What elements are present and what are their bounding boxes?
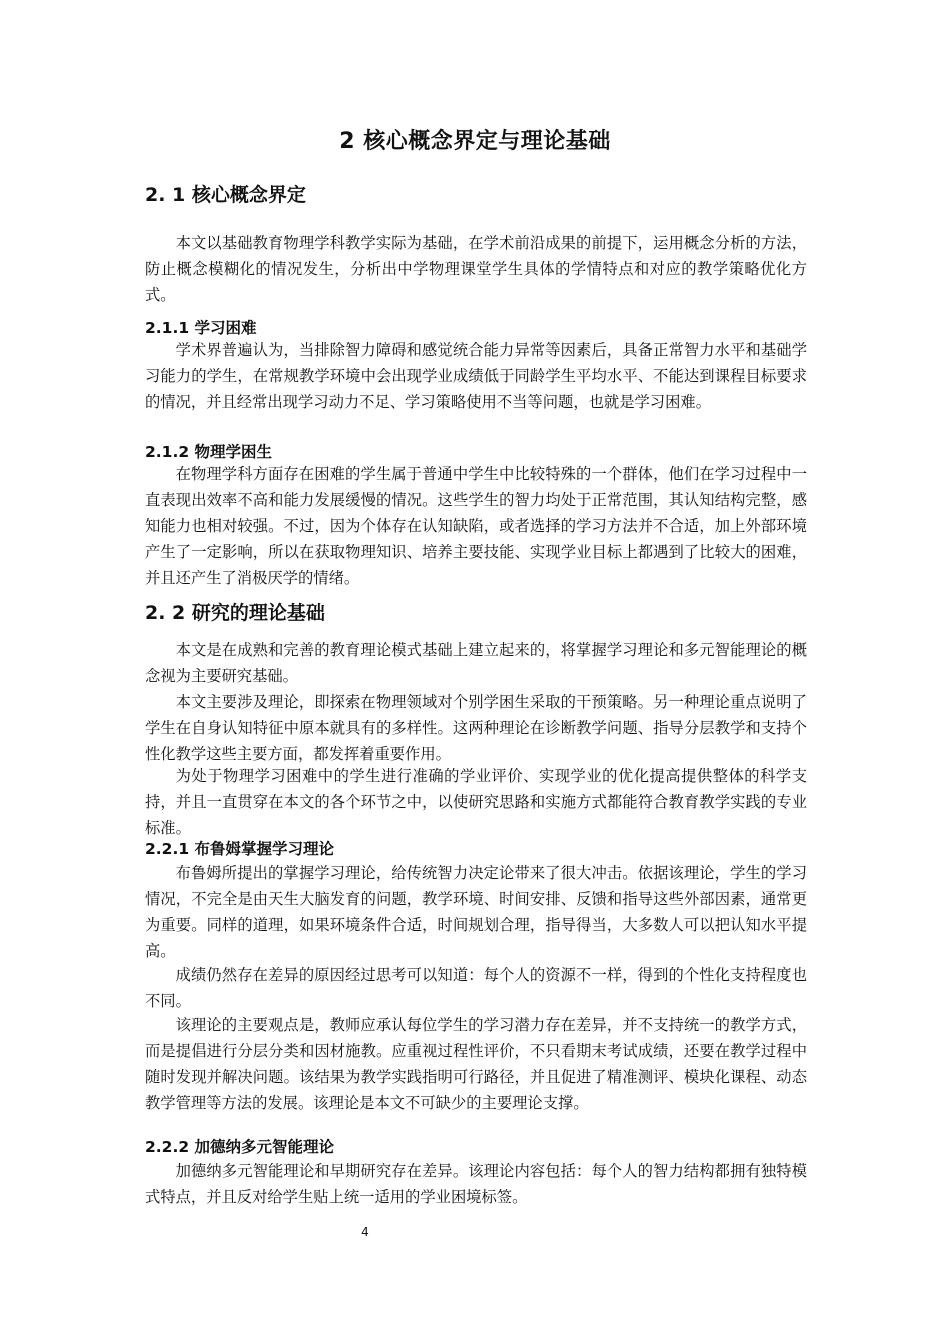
- paragraph: 成绩仍然存在差异的原因经过思考可以知道：每个人的资源不一样，得到的个性化支持程度也不同。: [145, 966, 807, 1010]
- subsection-title-2-1-2: 2.1.2 物理学困生: [145, 443, 273, 461]
- paragraph: 本文以基础教育物理学科教学实际为基础，在学术前沿成果的前提下，运用概念分析的方法，防止概念模糊化的情况发生，分析出中学物理课堂学生具体的学情特点和对应的教学策略优化方式。: [145, 234, 807, 304]
- paragraph: 在物理学科方面存在困难的学生属于普通中学生中比较特殊的一个群体，他们在学习过程中一直表现出效率不高和能力发展缓慢的情况。这些学生的智力均处于正常范围，其认知结构完整，感知能力也相对较强。不过，因为个体存在认知缺陷，或者选择的学习方法并不合适，加上外部环境产生了一定影响，所以在获取物理知识、培养主要技能、实现学业目标上都遇到了比较大的困难，并且还产生了消极厌学的情绪。: [145, 465, 807, 587]
- subsection-title-2-2-2: 2.2.2 加德纳多元智能理论: [145, 1138, 335, 1156]
- paragraph: 为处于物理学习困难中的学生进行准确的学业评价、实现学业的优化提高提供整体的科学支持，并且一直贯穿在本文的各个环节之中，以使研究思路和实施方式都能符合教育教学实践的专业标准。: [145, 767, 807, 837]
- chapter-title: 2 核心概念界定与理论基础: [339, 129, 611, 154]
- paragraph: 本文主要涉及理论，即探索在物理领域对个别学困生采取的干预策略。另一种理论重点说明了学生在自身认知特征中原本就具有的多样性。这两种理论在诊断教学问题、指导分层教学和支持个性化教学这些主要方面，都发挥着重要作用。: [145, 693, 807, 763]
- paragraph: 加德纳多元智能理论和早期研究存在差异。该理论内容包括：每个人的智力结构都拥有独特模式特点，并且反对给学生贴上统一适用的学业困境标签。: [145, 1162, 807, 1206]
- page-number: 4: [361, 1225, 369, 1239]
- subsection-title-2-1-1: 2.1.1 学习困难: [145, 319, 257, 337]
- section-title-2-2: 2. 2 研究的理论基础: [145, 602, 325, 624]
- paragraph: 布鲁姆所提出的掌握学习理论，给传统智力决定论带来了很大冲击。依据该理论，学生的学习情况，不完全是由天生大脑发育的问题，教学环境、时间安排、反馈和指导这些外部因素，通常更为重要。同样的道理，如果环境条件合适，时间规划合理，指导得当，大多数人可以把认知水平提高。: [145, 864, 807, 960]
- subsection-title-2-2-1: 2.2.1 布鲁姆掌握学习理论: [145, 840, 335, 858]
- paragraph: 学术界普遍认为，当排除智力障碍和感觉统合能力异常等因素后，具备正常智力水平和基础学习能力的学生，在常规教学环境中会出现学业成绩低于同龄学生平均水平、不能达到课程目标要求的情况，并且经常出现学习动力不足、学习策略使用不当等问题，也就是学习困难。: [145, 341, 807, 411]
- paragraph: 该理论的主要观点是，教师应承认每位学生的学习潜力存在差异，并不支持统一的教学方式，而是提倡进行分层分类和因材施教。应重视过程性评价，不只看期末考试成绩，还要在教学过程中随时发现并解决问题。该结果为教学实践指明可行路径，并且促进了精准测评、模块化课程、动态教学管理等方法的发展。该理论是本文不可缺少的主要理论支撑。: [145, 1016, 807, 1112]
- paragraph: 本文是在成熟和完善的教育理论模式基础上建立起来的，将掌握学习理论和多元智能理论的概念视为主要研究基础。: [145, 641, 807, 685]
- section-title-2-1: 2. 1 核心概念界定: [145, 184, 306, 206]
